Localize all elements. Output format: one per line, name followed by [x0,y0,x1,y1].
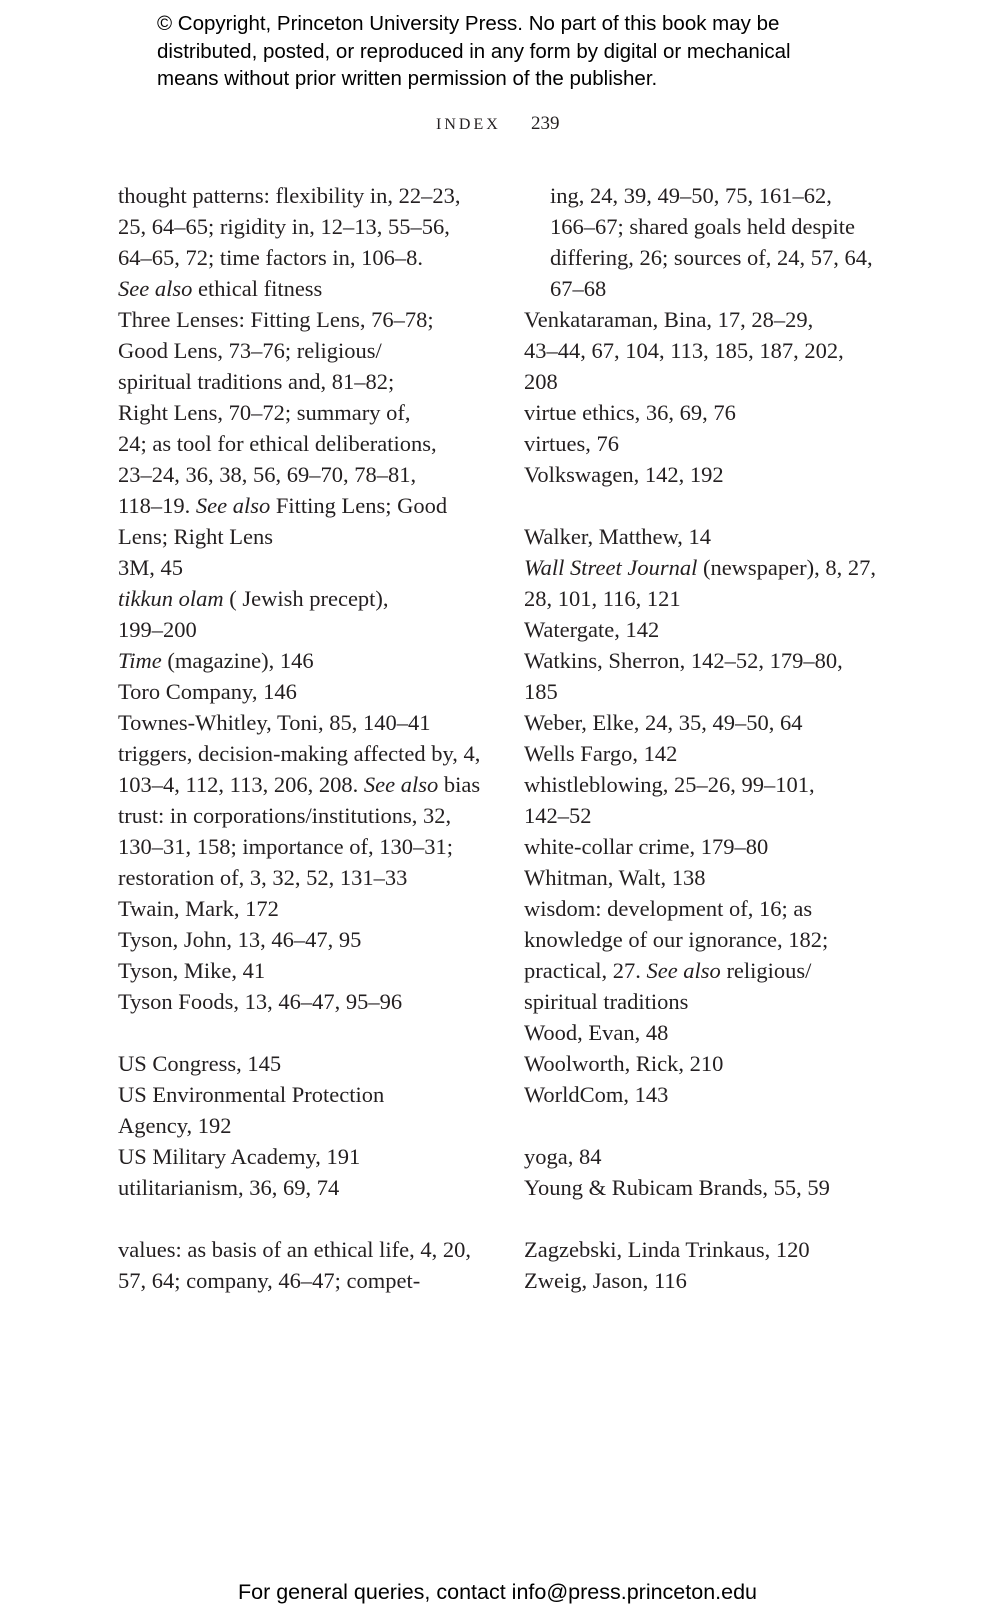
letter-group-gap [524,1203,904,1234]
index-entry-values-continued [524,180,904,304]
entry-line [118,490,498,521]
entry-line: knowledge of our ignorance, 182; [524,927,829,952]
entry-line: ing, 24, 39, 49–50, 75, 161–62, [550,183,832,208]
see-also-label: See also [646,958,721,983]
copyright-line: © Copyright, Princeton University Press. No part of this book may be [157,12,780,35]
copyright-line: distributed, posted, or reproduced in any form by digital or mechanical [157,39,791,63]
entry-line: 199–200 [118,617,197,642]
see-also-label: See also [195,493,271,518]
entry-line: triggers, decision-making affected by, 4, [118,741,481,766]
index-column-right [524,180,904,1296]
index-entry-twain: Twain, Mark, 172 [118,896,279,921]
index-entry-worldcom: WorldCom, 143 [524,1082,669,1107]
index-entry-toro: Toro Company, 146 [118,679,297,704]
entry-line: spiritual traditions and, 81–82; [118,369,395,394]
entry-text: ( Jewish precept), [223,586,389,611]
entry-line: Venkataraman, Bina, 17, 28–29, [524,307,814,332]
index-entry-volkswagen: Volkswagen, 142, 192 [524,462,724,487]
running-head-label: INDEX [436,116,501,133]
entry-line: 43–44, 67, 104, 113, 185, 187, 202, [524,338,844,363]
entry-line: Good Lens, 73–76; religious/ [118,338,382,363]
entry-line: 24; as tool for ethical deliberations, [118,431,437,456]
see-also-label: See also [118,276,193,301]
entry-line: 23–24, 36, 38, 56, 69–70, 78–81, [118,462,417,487]
entry-line: 208 [524,369,558,394]
index-entry-yoga: yoga, 84 [524,1144,602,1169]
entry-line: 142–52 [524,803,592,828]
index-entry-triggers [118,738,498,800]
index-entry-virtues: virtues, 76 [524,431,619,456]
index-entry-tyson-foods: Tyson Foods, 13, 46–47, 95–96 [118,989,403,1014]
entry-text: (magazine), 146 [161,648,314,673]
entry-line: Lens; Right Lens [118,524,273,549]
entry-line: whistleblowing, 25–26, 99–101, [524,772,815,797]
cross-reference: ethical fitness [192,276,323,301]
index-column-left [118,180,498,1296]
footer-text: For general queries, contact info@press.princeton.edu [238,1580,758,1604]
letter-group-gap [118,1203,498,1234]
entry-line: Three Lenses: Fitting Lens, 76–78; [118,307,434,332]
entry-line [524,552,904,583]
entry-line: Watkins, Sherron, 142–52, 179–80, [524,648,843,673]
entry-line: 130–31, 158; importance of, 130–31; [118,834,453,859]
entry-line: US Environmental Protection [118,1082,385,1107]
entry-line: 28, 101, 116, 121 [524,586,681,611]
cross-reference: bias [438,772,481,797]
index-entry-watkins [524,645,904,707]
index-entry-tyson-mike: Tyson, Mike, 41 [118,958,266,983]
entry-line: 25, 64–65; rigidity in, 12–13, 55–56, [118,214,450,239]
entry-term-italic: Time [118,648,162,673]
copyright-line: means without prior written permission of the publisher. [157,67,658,90]
index-entry-zagzebski: Zagzebski, Linda Trinkaus, 120 [524,1237,810,1262]
entry-text: 118–19. [118,493,196,518]
entry-line: wisdom: development of, 16; as [524,896,813,921]
entry-text: practical, 27. [524,958,647,983]
entry-line: Agency, 192 [118,1113,232,1138]
index-entry-tikkun-olam [118,583,498,645]
entry-line: 64–65, 72; time factors in, 106–8. [118,245,423,270]
index-entry-wells-fargo: Wells Fargo, 142 [524,741,678,766]
letter-group-gap [118,1017,498,1048]
letter-group-gap [524,1110,904,1141]
entry-line [118,769,498,800]
index-entry-townes-whitley: Townes-Whitley, Toni, 85, 140–41 [118,710,431,735]
index-entry-wall-street-journal [524,552,904,614]
index-entry-whitman: Whitman, Walt, 138 [524,865,706,890]
entry-line: 166–67; shared goals held despite [550,214,855,239]
index-entry-values [118,1234,498,1296]
index-entry-watergate: Watergate, 142 [524,617,660,642]
index-entry-trust [118,800,498,893]
copyright-notice [157,10,917,93]
see-also-label: See also [363,772,439,797]
index-entry-walker: Walker, Matthew, 14 [524,524,712,549]
entry-line: restoration of, 3, 32, 52, 131–33 [118,865,408,890]
index-entry-weber: Weber, Elke, 24, 35, 49–50, 64 [524,710,803,735]
index-entry-venkataraman [524,304,904,397]
entry-line: thought patterns: flexibility in, 22–23, [118,183,461,208]
index-entry-time [118,645,498,676]
entry-line: trust: in corporations/institutions, 32, [118,803,452,828]
index-entry-us-epa [118,1079,498,1141]
index-entry-woolworth: Woolworth, Rick, 210 [524,1051,724,1076]
index-entry-thought-patterns [118,180,498,304]
index-entry-young-rubicam: Young & Rubicam Brands, 55, 59 [524,1175,830,1200]
index-entry-wood: Wood, Evan, 48 [524,1020,669,1045]
entry-text: (newspaper), 8, 27, [697,555,877,580]
entry-line [118,583,498,614]
entry-line [524,955,904,986]
index-entry-whistleblowing [524,769,904,831]
letter-group-gap [524,490,904,521]
index-entry-us-congress: US Congress, 145 [118,1051,282,1076]
entry-text: 103–4, 112, 113, 206, 208. [118,772,364,797]
entry-line: differing, 26; sources of, 24, 57, 64, [550,245,873,270]
index-entry-white-collar-crime: white-collar crime, 179–80 [524,834,769,859]
index-entry-virtue-ethics: virtue ethics, 36, 69, 76 [524,400,736,425]
page-number: 239 [531,113,560,134]
entry-line: Right Lens, 70–72; summary of, [118,400,411,425]
entry-line: values: as basis of an ethical life, 4, 20, [118,1237,472,1262]
cross-reference: religious/ [720,958,812,983]
entry-line: 185 [524,679,558,704]
index-entry-us-military-academy: US Military Academy, 191 [118,1144,361,1169]
entry-line [118,645,498,676]
entry-line: spiritual traditions [524,989,689,1014]
entry-line: 57, 64; company, 46–47; compet- [118,1268,421,1293]
index-entry-three-lenses [118,304,498,552]
index-entry-3m: 3M, 45 [118,555,184,580]
index-entry-wisdom [524,893,904,1017]
entry-term-italic: Wall Street Journal [524,555,698,580]
entry-line [118,273,498,304]
index-entry-utilitarianism: utilitarianism, 36, 69, 74 [118,1175,340,1200]
index-entry-zweig: Zweig, Jason, 116 [524,1268,687,1293]
entry-term-italic: tikkun olam [118,586,224,611]
index-entry-tyson-john: Tyson, John, 13, 46–47, 95 [118,927,362,952]
cross-reference: Fitting Lens; Good [270,493,448,518]
entry-line: 67–68 [550,276,607,301]
